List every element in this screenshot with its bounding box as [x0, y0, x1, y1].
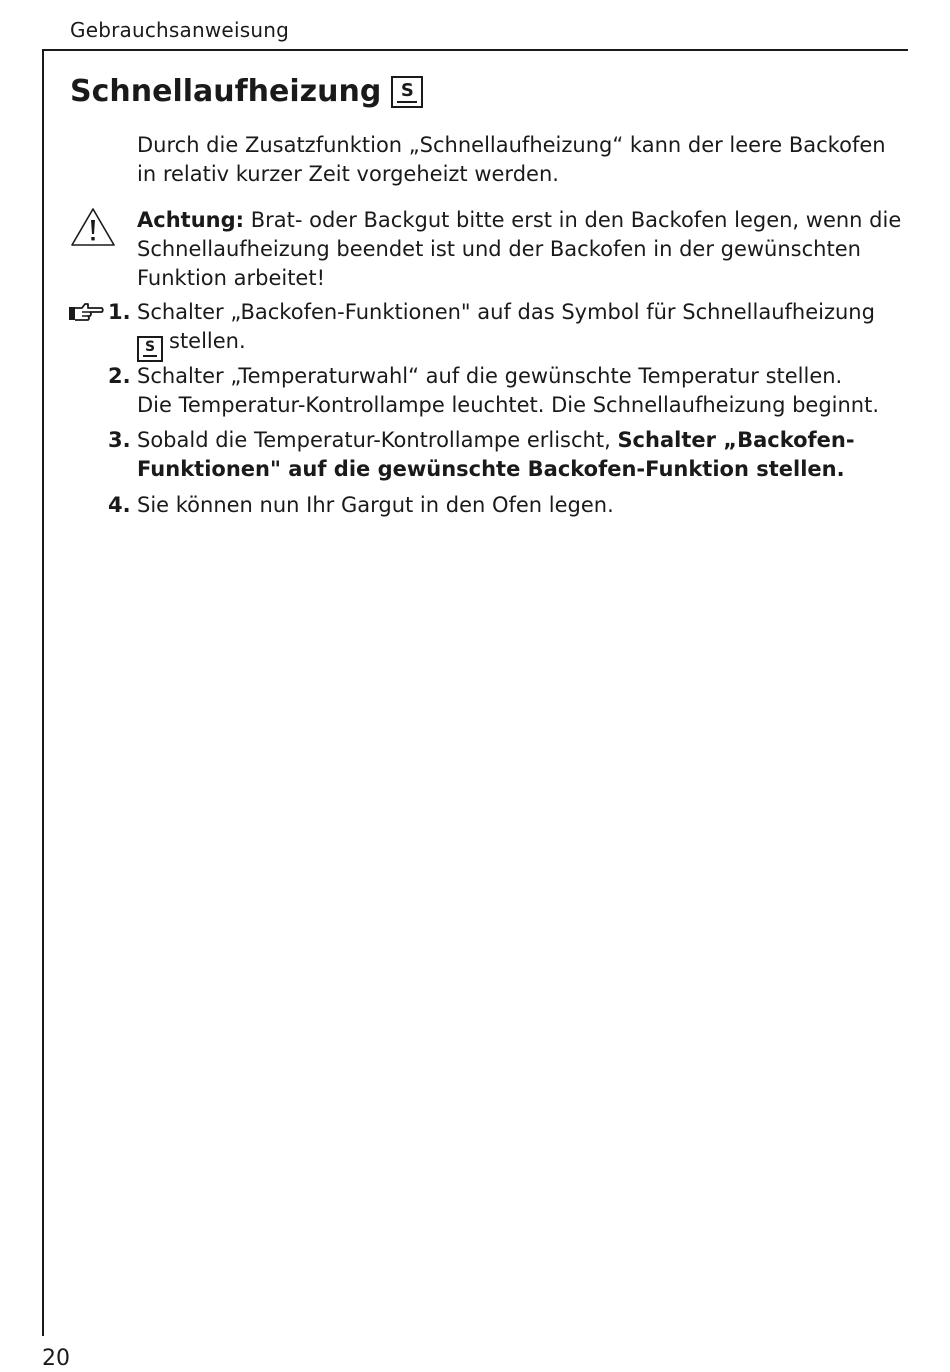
page-number: 20 — [42, 1346, 70, 1371]
step-number: 3. — [108, 428, 131, 452]
warning-triangle-icon — [70, 206, 116, 248]
step-number: 4. — [108, 493, 131, 517]
step-4: Sie können nun Ihr Gargut in den Ofen legen. — [137, 493, 614, 517]
step-3-bold-text: Schalter „Backofen-Funktionen" auf die gewünschte Backofen-Funktion stellen. — [137, 428, 855, 481]
section-title — [70, 74, 423, 109]
warning-paragraph — [137, 206, 907, 293]
step-3-text: Sobald die Temperatur-Kontrollampe erlischt, — [137, 428, 618, 452]
warning-label: Achtung: — [137, 208, 245, 232]
step-1-line2 — [137, 327, 907, 362]
warning-text: Brat- oder Backgut bitte erst in den Backofen legen, wenn die Schnellaufheizung beendet ist und der Backofen in der gewünschten Funktion arbeitet! — [137, 208, 902, 290]
pointing-hand-icon — [68, 301, 104, 323]
intro-paragraph: Durch die Zusatzfunktion „Schnellaufheizung“ kann der leere Backofen in relativ kurzer Zeit vorgeheizt werden. — [137, 133, 886, 186]
step-2 — [137, 362, 907, 420]
side-rule — [42, 49, 44, 1336]
header-rule — [42, 49, 908, 51]
step-number: 2. — [108, 364, 131, 388]
step-1-line2-text: stellen. — [169, 329, 246, 353]
running-header: Gebrauchsanweisung — [70, 18, 289, 42]
step-2-line2: Die Temperatur-Kontrollampe leuchtet. Die Schnellaufheizung beginnt. — [137, 393, 880, 417]
quick-heat-symbol-letter: S — [144, 339, 156, 355]
step-1 — [137, 298, 907, 362]
quick-heat-symbol-icon — [137, 336, 163, 362]
step-number: 1. — [108, 300, 131, 324]
step-3 — [137, 426, 907, 484]
quick-heat-symbol-icon — [391, 76, 423, 108]
quick-heat-symbol-letter: S — [400, 79, 414, 101]
section-title-text: Schnellaufheizung — [70, 74, 382, 109]
step-2-line1: Schalter „Temperaturwahl“ auf die gewünschte Temperatur stellen. — [137, 364, 843, 388]
step-1-line1: Schalter „Backofen-Funktionen" auf das Symbol für Schnellaufheizung — [137, 300, 875, 324]
